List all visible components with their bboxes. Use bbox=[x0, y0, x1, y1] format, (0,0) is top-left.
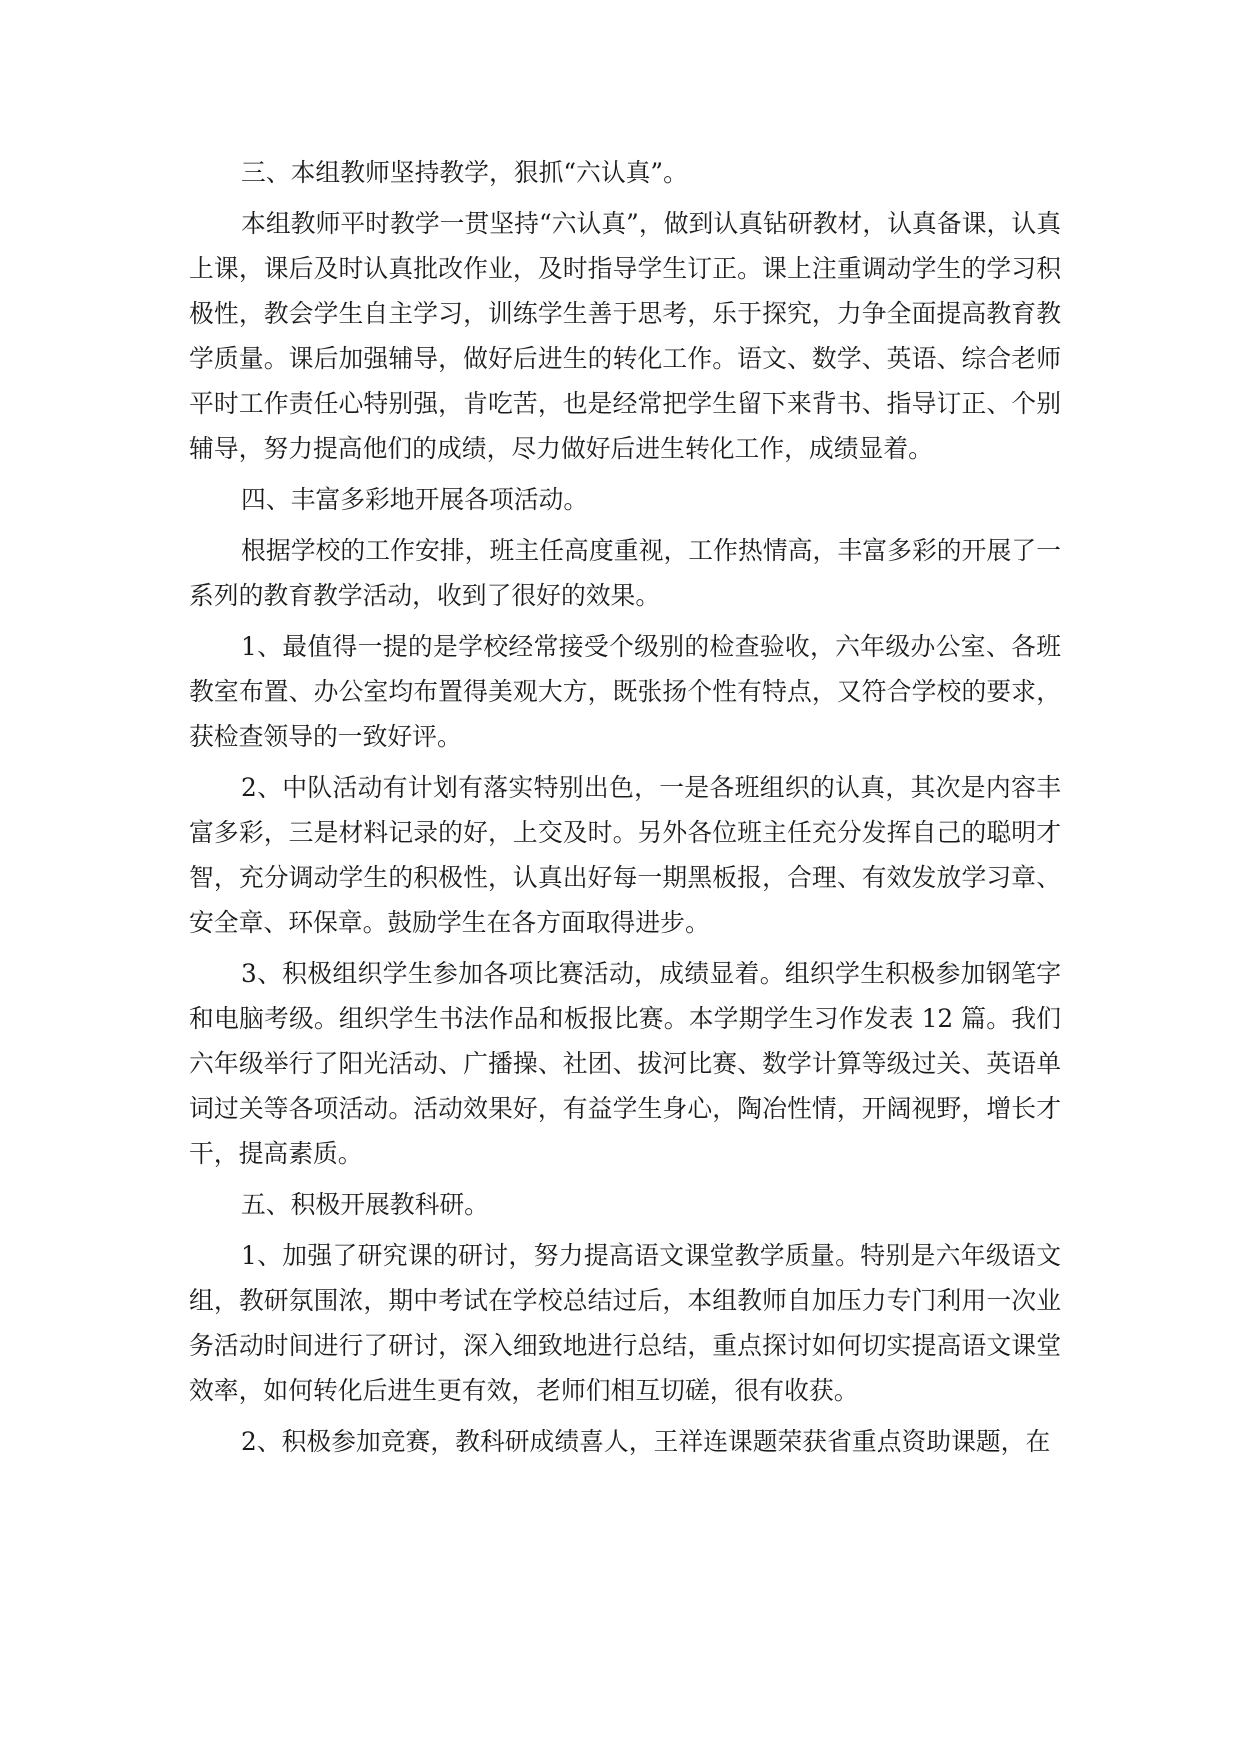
list-paragraph-3: 3、积极组织学生参加各项比赛活动，成绩显着。组织学生积极参加钢笔字和电脑考级。组织学生书法作品和板报比赛。本学期学生习作发表 12 篇。我们六年级举行了阳光活动、广播操、社团、拔河比赛、数学计算等级过关、英语单词过关等各项活动。活动效果好，有益学生身心，陶冶性情，开阔视野，增长才干，提高素质。 bbox=[189, 959, 1061, 1168]
list-paragraph-1: 1、加强了研究课的研讨，努力提高语文课堂教学质量。特别是六年级语文组，教研氛围浓，期中考试在学校总结过后，本组教师自加压力专门利用一次业务活动时间进行了研讨，深入细致地进行总结，重点探讨如何切实提高语文课堂效率，如何转化后进生更有效，老师们相互切磋，很有收获。 bbox=[189, 1241, 1061, 1405]
list-paragraph-2: 2、中队活动有计划有落实特别出色，一是各班组织的认真，其次是内容丰富多彩，三是材料记录的好，上交及时。另外各位班主任充分发挥自己的聪明才智，充分调动学生的积极性，认真出好每一期黑板报，合理、有效发放学习章、安全章、环保章。鼓励学生在各方面取得进步。 bbox=[189, 773, 1061, 937]
section-heading-3: 三、本组教师坚持教学，狠抓“六认真”。 bbox=[241, 158, 688, 187]
document-page bbox=[189, 150, 1061, 1470]
section-heading-5: 五、积极开展教科研。 bbox=[241, 1190, 489, 1219]
paragraph: 本组教师平时教学一贯坚持“六认真”，做到认真钻研教材，认真备课，认真上课，课后及时认真批改作业，及时指导学生订正。课上注重调动学生的学习积极性，教会学生自主学习，训练学生善于思考，乐于探究，力争全面提高教育教学质量。课后加强辅导，做好后进生的转化工作。语文、数学、英语、综合老师平时工作责任心特别强，肯吃苦，也是经常把学生留下来背书、指导订正、个别辅导，努力提高他们的成绩，尽力做好后进生转化工作，成绩显着。 bbox=[189, 209, 1061, 463]
section-heading-4: 四、丰富多彩地开展各项活动。 bbox=[241, 485, 589, 514]
list-paragraph-2: 2、积极参加竞赛，教科研成绩喜人，王祥连课题荣获省重点资助课题，在 bbox=[241, 1427, 1051, 1456]
list-paragraph-1: 1、最值得一提的是学校经常接受个级别的检查验收，六年级办公室、各班教室布置、办公室均布置得美观大方，既张扬个性有特点，又符合学校的要求，获检查领导的一致好评。 bbox=[189, 632, 1061, 751]
paragraph: 根据学校的工作安排，班主任高度重视，工作热情高，丰富多彩的开展了一系列的教育教学活动，收到了很好的效果。 bbox=[189, 536, 1061, 610]
